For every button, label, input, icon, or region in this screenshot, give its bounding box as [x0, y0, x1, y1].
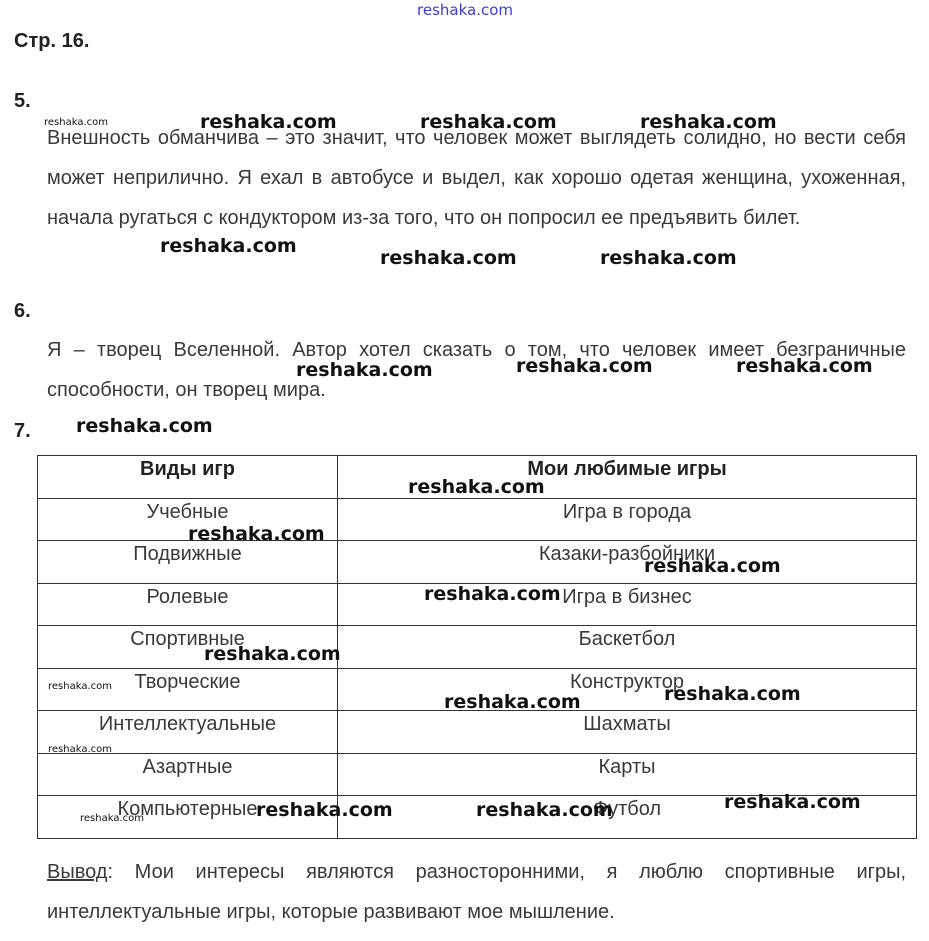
watermark: reshaka.com — [408, 476, 545, 498]
cell-type: Учебные — [38, 498, 338, 541]
watermark: reshaka.com — [724, 791, 861, 813]
cell-type: Творческие — [38, 668, 338, 711]
watermark: reshaka.com — [188, 523, 325, 545]
cell-game: Игра в города — [338, 498, 917, 541]
header-favorite-games: Мои любимые игры — [338, 456, 917, 499]
cell-game: Игра в бизнес — [338, 583, 917, 626]
cell-type: Ролевые — [38, 583, 338, 626]
watermark: reshaka.com — [420, 111, 557, 133]
cell-type: Азартные — [38, 753, 338, 796]
cell-game: Футбол — [338, 796, 917, 839]
conclusion-label: Вывод — [47, 861, 108, 883]
watermark: reshaka.com — [380, 247, 517, 269]
cell-type: Подвижные — [38, 541, 338, 584]
table-row — [38, 498, 917, 541]
table-row — [38, 753, 917, 796]
cell-game: Шахматы — [338, 711, 917, 754]
watermark: reshaka.com — [44, 117, 108, 128]
task-number-6: 6. — [14, 300, 31, 322]
watermark: reshaka.com — [644, 555, 781, 577]
table-row — [38, 626, 917, 669]
cell-game: Конструктор — [338, 668, 917, 711]
cell-type: Спортивные — [38, 626, 338, 669]
conclusion-text: : Мои интересы являются разносторонними, я люблю спортивные игры, интеллектуальные игры, которые развивают мое мышление. — [47, 861, 906, 923]
cell-game: Казаки-разбойники — [338, 541, 917, 584]
table-row — [38, 541, 917, 584]
table-row — [38, 711, 917, 754]
watermark: reshaka.com — [80, 813, 144, 824]
cell-game: Карты — [338, 753, 917, 796]
conclusion — [47, 852, 906, 932]
watermark: reshaka.com — [256, 799, 393, 821]
task-6-text: Я – творец Вселенной. Автор хотел сказать о том, что человек имеет безграничные способности, он творец мира. — [47, 339, 906, 401]
watermark: reshaka.com — [516, 355, 653, 377]
watermark: reshaka.com — [600, 247, 737, 269]
watermark: reshaka.com — [417, 1, 513, 19]
cell-game: Баскетбол — [338, 626, 917, 669]
watermark: reshaka.com — [296, 359, 433, 381]
watermark: reshaka.com — [200, 111, 337, 133]
page-label: Стр. 16. — [14, 30, 90, 52]
task-number-5: 5. — [14, 90, 31, 112]
watermark: reshaka.com — [48, 744, 112, 755]
watermark: reshaka.com — [160, 235, 297, 257]
watermark: reshaka.com — [736, 355, 873, 377]
watermark: reshaka.com — [204, 643, 341, 665]
watermark: reshaka.com — [476, 799, 613, 821]
task-number-7: 7. — [14, 420, 31, 442]
task-5-text: Внешность обманчива – это значит, что человек может выглядеть солидно, но вести себя может неприлично. Я ехал в автобусе и выдел, как хорошо одетая женщина, ухоженная, начала ругаться с кондуктором из-за того, что он попросил ее предъявить билет. — [47, 127, 906, 229]
watermark: reshaka.com — [48, 681, 112, 692]
watermark: reshaka.com — [444, 691, 581, 713]
watermark: reshaka.com — [424, 583, 561, 605]
watermark: reshaka.com — [664, 683, 801, 705]
games-table — [37, 455, 917, 839]
header-game-types: Виды игр — [38, 456, 338, 499]
cell-type: Интеллектуальные — [38, 711, 338, 754]
watermark: reshaka.com — [76, 415, 213, 437]
cell-type: Компьютерные — [38, 796, 338, 839]
watermark: reshaka.com — [640, 111, 777, 133]
